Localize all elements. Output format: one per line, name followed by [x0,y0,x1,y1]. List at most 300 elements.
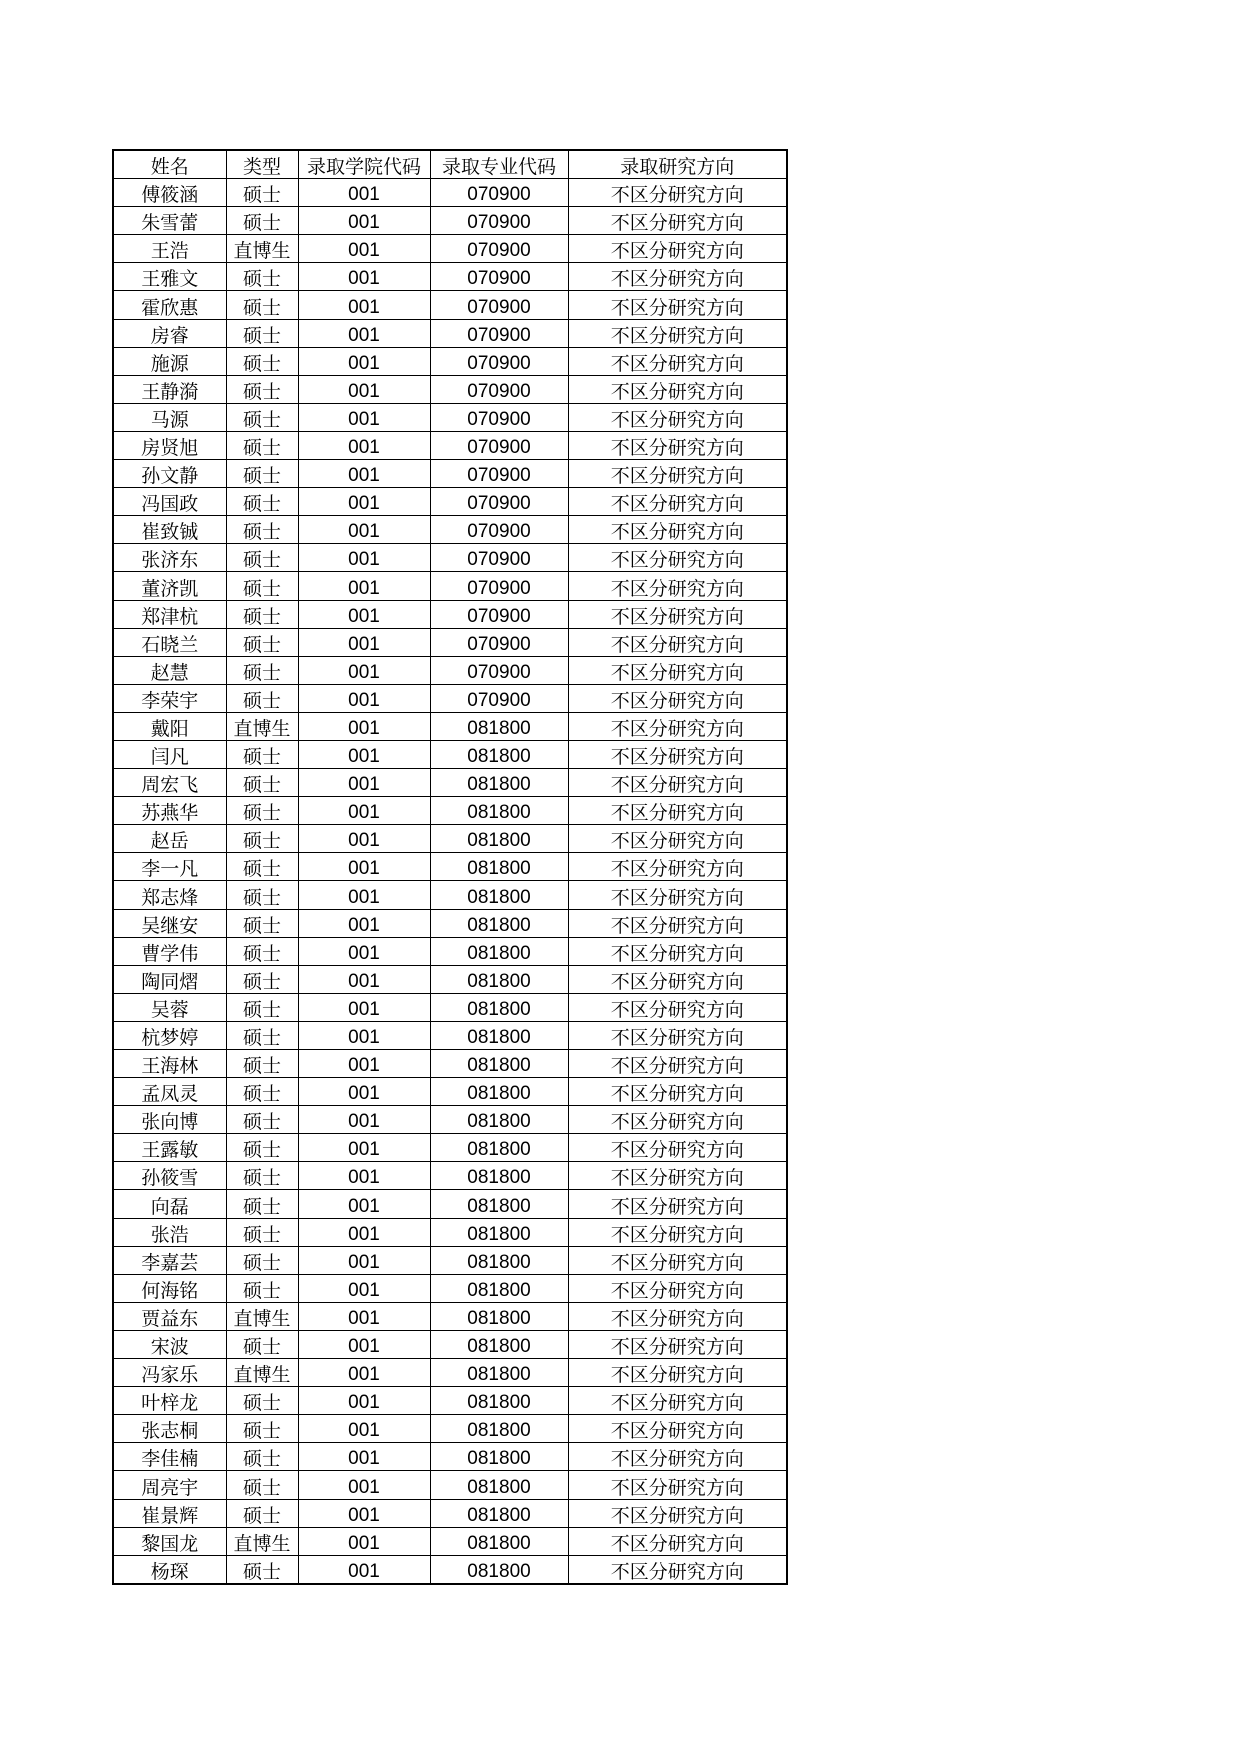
admission-table [112,149,788,1585]
table-row [113,1555,787,1584]
name-cell: 王露敏 [113,1134,226,1162]
table-row [113,1359,787,1387]
college-code-cell: 001 [298,1134,430,1162]
name-cell: 董济凯 [113,572,226,600]
name-cell: 冯家乐 [113,1359,226,1387]
name-cell: 杭梦婷 [113,1021,226,1049]
college-code-cell: 001 [298,684,430,712]
college-code-cell: 001 [298,1359,430,1387]
college-code-cell: 001 [298,319,430,347]
major-code-cell: 070900 [430,656,568,684]
type-cell: 硕士 [226,797,298,825]
type-cell: 硕士 [226,1274,298,1302]
major-code-cell: 070900 [430,628,568,656]
name-cell: 张浩 [113,1218,226,1246]
major-code-cell: 081800 [430,965,568,993]
table-row [113,1246,787,1274]
research-direction-cell: 不区分研究方向 [568,1330,787,1358]
type-cell: 硕士 [226,403,298,431]
major-code-cell: 081800 [430,853,568,881]
research-direction-cell: 不区分研究方向 [568,1359,787,1387]
type-cell: 硕士 [226,1246,298,1274]
type-cell: 硕士 [226,1021,298,1049]
major-code-cell: 070900 [430,460,568,488]
major-code-cell: 081800 [430,712,568,740]
major-code-cell: 081800 [430,1555,568,1584]
type-cell: 硕士 [226,909,298,937]
research-direction-cell: 不区分研究方向 [568,1162,787,1190]
name-cell: 杨琛 [113,1555,226,1584]
major-code-cell: 081800 [430,881,568,909]
type-cell: 硕士 [226,1471,298,1499]
major-code-cell: 081800 [430,993,568,1021]
table-row [113,1330,787,1358]
name-cell: 崔景辉 [113,1499,226,1527]
name-cell: 马源 [113,403,226,431]
name-cell: 王静漪 [113,375,226,403]
type-cell: 硕士 [226,207,298,235]
name-cell: 傅筱涵 [113,179,226,207]
type-cell: 硕士 [226,628,298,656]
type-cell: 硕士 [226,1078,298,1106]
type-cell: 硕士 [226,319,298,347]
type-cell: 硕士 [226,179,298,207]
name-cell: 李嘉芸 [113,1246,226,1274]
college-code-cell: 001 [298,1415,430,1443]
table-row [113,263,787,291]
table-row [113,1443,787,1471]
research-direction-cell: 不区分研究方向 [568,909,787,937]
name-cell: 戴阳 [113,712,226,740]
research-direction-cell: 不区分研究方向 [568,1021,787,1049]
research-direction-cell: 不区分研究方向 [568,853,787,881]
type-cell: 硕士 [226,769,298,797]
table-row [113,431,787,459]
name-cell: 施源 [113,347,226,375]
table-row [113,1302,787,1330]
major-code-cell: 081800 [430,937,568,965]
name-cell: 房贤旭 [113,431,226,459]
college-code-cell: 001 [298,740,430,768]
table-row [113,1162,787,1190]
major-code-cell: 081800 [430,825,568,853]
research-direction-cell: 不区分研究方向 [568,516,787,544]
college-code-cell: 001 [298,403,430,431]
type-cell: 硕士 [226,993,298,1021]
name-cell: 周亮宇 [113,1471,226,1499]
college-code-cell: 001 [298,572,430,600]
table-row [113,600,787,628]
table-row [113,628,787,656]
major-code-cell: 081800 [430,1246,568,1274]
research-direction-cell: 不区分研究方向 [568,1246,787,1274]
name-cell: 苏燕华 [113,797,226,825]
table-row [113,572,787,600]
college-code-cell: 001 [298,1218,430,1246]
major-code-cell: 070900 [430,488,568,516]
research-direction-cell: 不区分研究方向 [568,347,787,375]
research-direction-cell: 不区分研究方向 [568,1387,787,1415]
table-header-row [113,150,787,179]
table-row [113,937,787,965]
major-code-cell: 081800 [430,1274,568,1302]
college-code-cell: 001 [298,1387,430,1415]
major-code-cell: 070900 [430,319,568,347]
type-cell: 硕士 [226,1190,298,1218]
type-cell: 硕士 [226,656,298,684]
name-cell: 吴继安 [113,909,226,937]
name-cell: 闫凡 [113,740,226,768]
college-code-cell: 001 [298,1274,430,1302]
research-direction-cell: 不区分研究方向 [568,1218,787,1246]
research-direction-cell: 不区分研究方向 [568,1274,787,1302]
type-cell: 硕士 [226,572,298,600]
table-row [113,1499,787,1527]
research-direction-cell: 不区分研究方向 [568,319,787,347]
table-row [113,881,787,909]
table-row [113,1527,787,1555]
research-direction-cell: 不区分研究方向 [568,1050,787,1078]
table-row [113,1078,787,1106]
research-direction-cell: 不区分研究方向 [568,684,787,712]
major-code-cell: 081800 [430,1359,568,1387]
college-code-cell: 001 [298,853,430,881]
college-code-cell: 001 [298,993,430,1021]
type-cell: 直博生 [226,235,298,263]
college-code-cell: 001 [298,1555,430,1584]
header-major-code: 录取专业代码 [430,150,568,179]
table-row [113,1415,787,1443]
major-code-cell: 081800 [430,1499,568,1527]
name-cell: 周宏飞 [113,769,226,797]
type-cell: 硕士 [226,1443,298,1471]
table-row [113,544,787,572]
name-cell: 吴蓉 [113,993,226,1021]
college-code-cell: 001 [298,656,430,684]
research-direction-cell: 不区分研究方向 [568,825,787,853]
major-code-cell: 070900 [430,684,568,712]
type-cell: 硕士 [226,1050,298,1078]
research-direction-cell: 不区分研究方向 [568,656,787,684]
type-cell: 硕士 [226,263,298,291]
name-cell: 朱雪蕾 [113,207,226,235]
major-code-cell: 081800 [430,909,568,937]
major-code-cell: 070900 [430,516,568,544]
college-code-cell: 001 [298,628,430,656]
research-direction-cell: 不区分研究方向 [568,544,787,572]
research-direction-cell: 不区分研究方向 [568,375,787,403]
type-cell: 硕士 [226,881,298,909]
research-direction-cell: 不区分研究方向 [568,628,787,656]
type-cell: 直博生 [226,712,298,740]
college-code-cell: 001 [298,1078,430,1106]
college-code-cell: 001 [298,1330,430,1358]
research-direction-cell: 不区分研究方向 [568,1106,787,1134]
research-direction-cell: 不区分研究方向 [568,1415,787,1443]
table-row [113,1387,787,1415]
name-cell: 曹学伟 [113,937,226,965]
college-code-cell: 001 [298,965,430,993]
type-cell: 硕士 [226,516,298,544]
research-direction-cell: 不区分研究方向 [568,965,787,993]
major-code-cell: 070900 [430,347,568,375]
major-code-cell: 081800 [430,1218,568,1246]
college-code-cell: 001 [298,909,430,937]
table-row [113,488,787,516]
college-code-cell: 001 [298,291,430,319]
type-cell: 硕士 [226,1330,298,1358]
research-direction-cell: 不区分研究方向 [568,937,787,965]
major-code-cell: 070900 [430,263,568,291]
name-cell: 霍欣惠 [113,291,226,319]
college-code-cell: 001 [298,460,430,488]
name-cell: 孙文静 [113,460,226,488]
name-cell: 赵慧 [113,656,226,684]
type-cell: 硕士 [226,460,298,488]
table-row [113,207,787,235]
major-code-cell: 081800 [430,1415,568,1443]
table-body [113,179,787,1584]
research-direction-cell: 不区分研究方向 [568,1443,787,1471]
major-code-cell: 081800 [430,1330,568,1358]
major-code-cell: 081800 [430,1078,568,1106]
table-row [113,712,787,740]
major-code-cell: 081800 [430,797,568,825]
name-cell: 向磊 [113,1190,226,1218]
major-code-cell: 081800 [430,1387,568,1415]
major-code-cell: 070900 [430,207,568,235]
table-row [113,235,787,263]
name-cell: 李佳楠 [113,1443,226,1471]
college-code-cell: 001 [298,1443,430,1471]
table-row [113,909,787,937]
major-code-cell: 070900 [430,572,568,600]
college-code-cell: 001 [298,1190,430,1218]
table-row [113,291,787,319]
name-cell: 李一凡 [113,853,226,881]
table-row [113,684,787,712]
name-cell: 王浩 [113,235,226,263]
name-cell: 宋波 [113,1330,226,1358]
college-code-cell: 001 [298,712,430,740]
table-row [113,797,787,825]
name-cell: 张济东 [113,544,226,572]
type-cell: 硕士 [226,684,298,712]
major-code-cell: 081800 [430,1527,568,1555]
research-direction-cell: 不区分研究方向 [568,1302,787,1330]
name-cell: 叶梓龙 [113,1387,226,1415]
major-code-cell: 070900 [430,544,568,572]
table-row [113,769,787,797]
college-code-cell: 001 [298,235,430,263]
college-code-cell: 001 [298,263,430,291]
major-code-cell: 081800 [430,1443,568,1471]
type-cell: 直博生 [226,1302,298,1330]
research-direction-cell: 不区分研究方向 [568,1134,787,1162]
major-code-cell: 070900 [430,235,568,263]
type-cell: 硕士 [226,375,298,403]
type-cell: 硕士 [226,1162,298,1190]
table-row [113,1050,787,1078]
college-code-cell: 001 [298,544,430,572]
table-row [113,993,787,1021]
table-row [113,516,787,544]
name-cell: 李荣宇 [113,684,226,712]
college-code-cell: 001 [298,1499,430,1527]
research-direction-cell: 不区分研究方向 [568,207,787,235]
name-cell: 孙筱雪 [113,1162,226,1190]
type-cell: 直博生 [226,1359,298,1387]
college-code-cell: 001 [298,1106,430,1134]
table-row [113,965,787,993]
research-direction-cell: 不区分研究方向 [568,460,787,488]
type-cell: 硕士 [226,544,298,572]
table-row [113,825,787,853]
type-cell: 硕士 [226,291,298,319]
research-direction-cell: 不区分研究方向 [568,993,787,1021]
name-cell: 崔致铖 [113,516,226,544]
name-cell: 王海林 [113,1050,226,1078]
name-cell: 冯国政 [113,488,226,516]
table-row [113,1471,787,1499]
college-code-cell: 001 [298,179,430,207]
name-cell: 黎国龙 [113,1527,226,1555]
research-direction-cell: 不区分研究方向 [568,1190,787,1218]
table-row [113,853,787,881]
major-code-cell: 081800 [430,1190,568,1218]
type-cell: 硕士 [226,1218,298,1246]
research-direction-cell: 不区分研究方向 [568,291,787,319]
type-cell: 硕士 [226,488,298,516]
table-row [113,1218,787,1246]
table-row [113,375,787,403]
major-code-cell: 081800 [430,769,568,797]
type-cell: 直博生 [226,1527,298,1555]
header-college-code: 录取学院代码 [298,150,430,179]
research-direction-cell: 不区分研究方向 [568,881,787,909]
major-code-cell: 081800 [430,740,568,768]
type-cell: 硕士 [226,1387,298,1415]
research-direction-cell: 不区分研究方向 [568,431,787,459]
research-direction-cell: 不区分研究方向 [568,235,787,263]
research-direction-cell: 不区分研究方向 [568,1499,787,1527]
major-code-cell: 081800 [430,1471,568,1499]
name-cell: 孟凤灵 [113,1078,226,1106]
research-direction-cell: 不区分研究方向 [568,263,787,291]
name-cell: 何海铭 [113,1274,226,1302]
major-code-cell: 081800 [430,1134,568,1162]
college-code-cell: 001 [298,207,430,235]
major-code-cell: 070900 [430,600,568,628]
type-cell: 硕士 [226,853,298,881]
type-cell: 硕士 [226,1106,298,1134]
major-code-cell: 081800 [430,1050,568,1078]
name-cell: 张向博 [113,1106,226,1134]
type-cell: 硕士 [226,740,298,768]
research-direction-cell: 不区分研究方向 [568,488,787,516]
name-cell: 郑津杭 [113,600,226,628]
college-code-cell: 001 [298,1302,430,1330]
college-code-cell: 001 [298,1527,430,1555]
college-code-cell: 001 [298,1021,430,1049]
header-type: 类型 [226,150,298,179]
research-direction-cell: 不区分研究方向 [568,572,787,600]
type-cell: 硕士 [226,431,298,459]
college-code-cell: 001 [298,600,430,628]
table-row [113,1190,787,1218]
research-direction-cell: 不区分研究方向 [568,769,787,797]
table-row [113,319,787,347]
table-row [113,1021,787,1049]
type-cell: 硕士 [226,965,298,993]
major-code-cell: 070900 [430,403,568,431]
table-row [113,347,787,375]
major-code-cell: 070900 [430,179,568,207]
table-row [113,656,787,684]
college-code-cell: 001 [298,769,430,797]
college-code-cell: 001 [298,375,430,403]
major-code-cell: 081800 [430,1302,568,1330]
college-code-cell: 001 [298,347,430,375]
type-cell: 硕士 [226,937,298,965]
name-cell: 王雅文 [113,263,226,291]
college-code-cell: 001 [298,431,430,459]
college-code-cell: 001 [298,825,430,853]
major-code-cell: 070900 [430,375,568,403]
research-direction-cell: 不区分研究方向 [568,1527,787,1555]
type-cell: 硕士 [226,1134,298,1162]
college-code-cell: 001 [298,881,430,909]
college-code-cell: 001 [298,937,430,965]
table-row [113,740,787,768]
header-research-direction: 录取研究方向 [568,150,787,179]
type-cell: 硕士 [226,825,298,853]
college-code-cell: 001 [298,797,430,825]
table-row [113,403,787,431]
name-cell: 陶同熠 [113,965,226,993]
college-code-cell: 001 [298,1471,430,1499]
major-code-cell: 081800 [430,1162,568,1190]
name-cell: 张志桐 [113,1415,226,1443]
research-direction-cell: 不区分研究方向 [568,740,787,768]
college-code-cell: 001 [298,516,430,544]
name-cell: 郑志烽 [113,881,226,909]
type-cell: 硕士 [226,347,298,375]
name-cell: 贾益东 [113,1302,226,1330]
college-code-cell: 001 [298,1246,430,1274]
research-direction-cell: 不区分研究方向 [568,712,787,740]
table-row [113,460,787,488]
major-code-cell: 070900 [430,431,568,459]
table-row [113,179,787,207]
table-row [113,1106,787,1134]
type-cell: 硕士 [226,1415,298,1443]
research-direction-cell: 不区分研究方向 [568,1555,787,1584]
name-cell: 石晓兰 [113,628,226,656]
table-row [113,1274,787,1302]
research-direction-cell: 不区分研究方向 [568,403,787,431]
major-code-cell: 081800 [430,1021,568,1049]
type-cell: 硕士 [226,1499,298,1527]
major-code-cell: 081800 [430,1106,568,1134]
name-cell: 赵岳 [113,825,226,853]
header-name: 姓名 [113,150,226,179]
table-row [113,1134,787,1162]
research-direction-cell: 不区分研究方向 [568,797,787,825]
college-code-cell: 001 [298,1050,430,1078]
major-code-cell: 070900 [430,291,568,319]
research-direction-cell: 不区分研究方向 [568,1471,787,1499]
